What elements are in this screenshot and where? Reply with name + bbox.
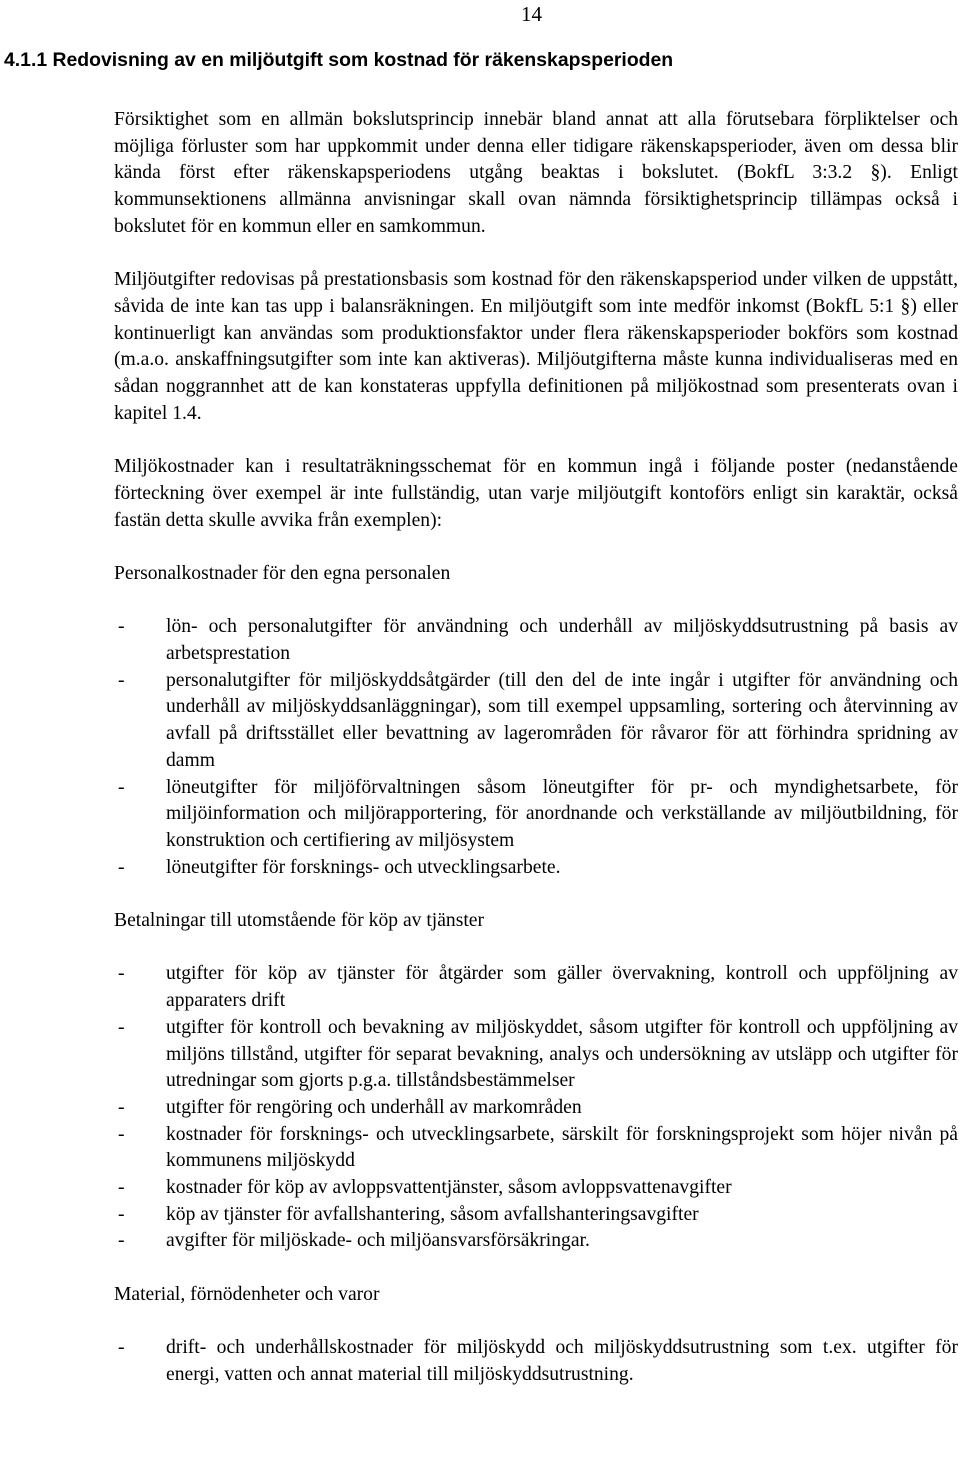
- list-item: - löneutgifter för miljöförvaltningen såsom löneutgifter för pr- och myndighetsarbete, för miljöinformation och miljörapportering, för anordnande och verkställande av miljöutbildning, för konstruktion och certifiering av miljösystem: [118, 776, 958, 851]
- list-materials: [114, 1335, 958, 1388]
- section-title-personnel-costs: Personalkostnader för den egna personalen: [114, 562, 451, 584]
- list-item: - utgifter för kontroll och bevakning av miljöskyddet, såsom utgifter för kontroll och uppföljning av miljöns tillstånd, utgifter för separat bevakning, analys och undersökning av utsläpp och utgifter för utredningar som gjorts p.g.a. tillståndsbestämmelser: [118, 1016, 958, 1092]
- paragraph-income-statement-items: Miljökostnader kan i resultaträkningsschemat för en kommun ingå i följande poster (nedanstående förteckning över exempel är inte fullständig, utan varje miljöutgift kontoförs enligt sin karaktär, också fastän detta skulle avvika från exemplen):: [114, 456, 958, 531]
- list-item: - köp av tjänster för avfallshantering, såsom avfallshanteringsavgifter: [114, 1202, 958, 1229]
- dash-bullet: -: [118, 1096, 125, 1118]
- section-title-external-services: Betalningar till utomstående för köp av tjänster: [114, 910, 485, 932]
- dash-bullet: -: [118, 616, 125, 638]
- dash-bullet: -: [118, 1230, 125, 1252]
- list-item: - löneutgifter för forsknings- och utvecklingsarbete.: [114, 855, 958, 882]
- dash-bullet: -: [118, 776, 125, 798]
- list-external-services: [114, 961, 958, 1255]
- page-number: 14: [521, 2, 542, 26]
- section-title-materials: Material, förnödenheter och varor: [114, 1283, 380, 1305]
- dash-bullet: -: [118, 1203, 125, 1225]
- list-item: - utgifter för rengöring och underhåll av markområden: [114, 1095, 958, 1122]
- dash-bullet: -: [118, 1016, 125, 1038]
- dash-bullet: -: [118, 1337, 125, 1359]
- dash-bullet: -: [118, 856, 125, 878]
- section-heading-4-1-1: 4.1.1 Redovisning av en miljöutgift som kostnad för räkenskapsperioden: [4, 49, 674, 71]
- dash-bullet: -: [118, 669, 125, 691]
- list-item: - lön- och personalutgifter för användning och underhåll av miljöskyddsutrustning på basis av arbetsprestation: [118, 616, 958, 664]
- list-item: - drift- och underhållskostnader för miljöskydd och miljöskyddsutrustning som t.ex. utgifter för energi, vatten och annat material till miljöskyddsutrustning.: [118, 1337, 958, 1385]
- list-personnel-costs: [114, 614, 958, 881]
- list-item: - utgifter för köp av tjänster för åtgärder som gäller övervakning, kontroll och uppföljning av apparaters drift: [118, 963, 958, 1012]
- list-item: - avgifter för miljöskade- och miljöansvarsförsäkringar.: [114, 1228, 958, 1255]
- list-item: - kostnader för forsknings- och utvecklingsarbete, särskilt för forskningsprojekt som höjer nivån på kommunens miljöskydd: [118, 1123, 958, 1172]
- dash-bullet: -: [118, 1123, 125, 1145]
- list-item: - personalutgifter för miljöskyddsåtgärder (till den del de inte ingår i utgifter för användning och underhåll av miljöskyddsanläggningar), som till exempel uppsamling, sortering och återvinning av avfall på driftsstället eller bevattning av lagerområden för råvaror för att förhindra spridning av damm: [118, 669, 958, 771]
- document-body: [114, 107, 958, 1389]
- paragraph-prudence-principle: Försiktighet som en allmän bokslutsprincip innebär bland annat att alla förutsebara förpliktelser och möjliga förluster som har uppkommit under denna eller tidigare räkenskapsperioder, även om dessa blir kända först efter räkenskapsperiodens utgång beaktas i bokslutet. (BokfL 3:3.2 §). Enligt kommunsektionens allmänna anvisningar skall ovan nämnda försiktighetsprincip tillämpas också i bokslutet för en kommun eller en samkommun.: [114, 109, 958, 237]
- paragraph-environmental-expenses: Miljöutgifter redovisas på prestationsbasis som kostnad för den räkenskapsperiod under vilken de uppstått, såvida de inte kan tas upp i balansräkningen. En miljöutgift som inte medför inkomst (BokfL 5:1 §) eller kontinuerligt kan användas som produktionsfaktor under flera räkenskapsperioder bokförs som kostnad (m.a.o. anskaffningsutgifter som inte kan aktiveras). Miljöutgifterna måste kunna individualiseras med en sådan noggrannhet att de kan konstateras uppfylla definitionen på miljökostnad som presenterats ovan i kapitel 1.4.: [114, 269, 958, 424]
- list-item: - kostnader för köp av avloppsvattentjänster, såsom avloppsvattenavgifter: [114, 1175, 958, 1202]
- dash-bullet: -: [118, 963, 125, 985]
- dash-bullet: -: [118, 1177, 125, 1199]
